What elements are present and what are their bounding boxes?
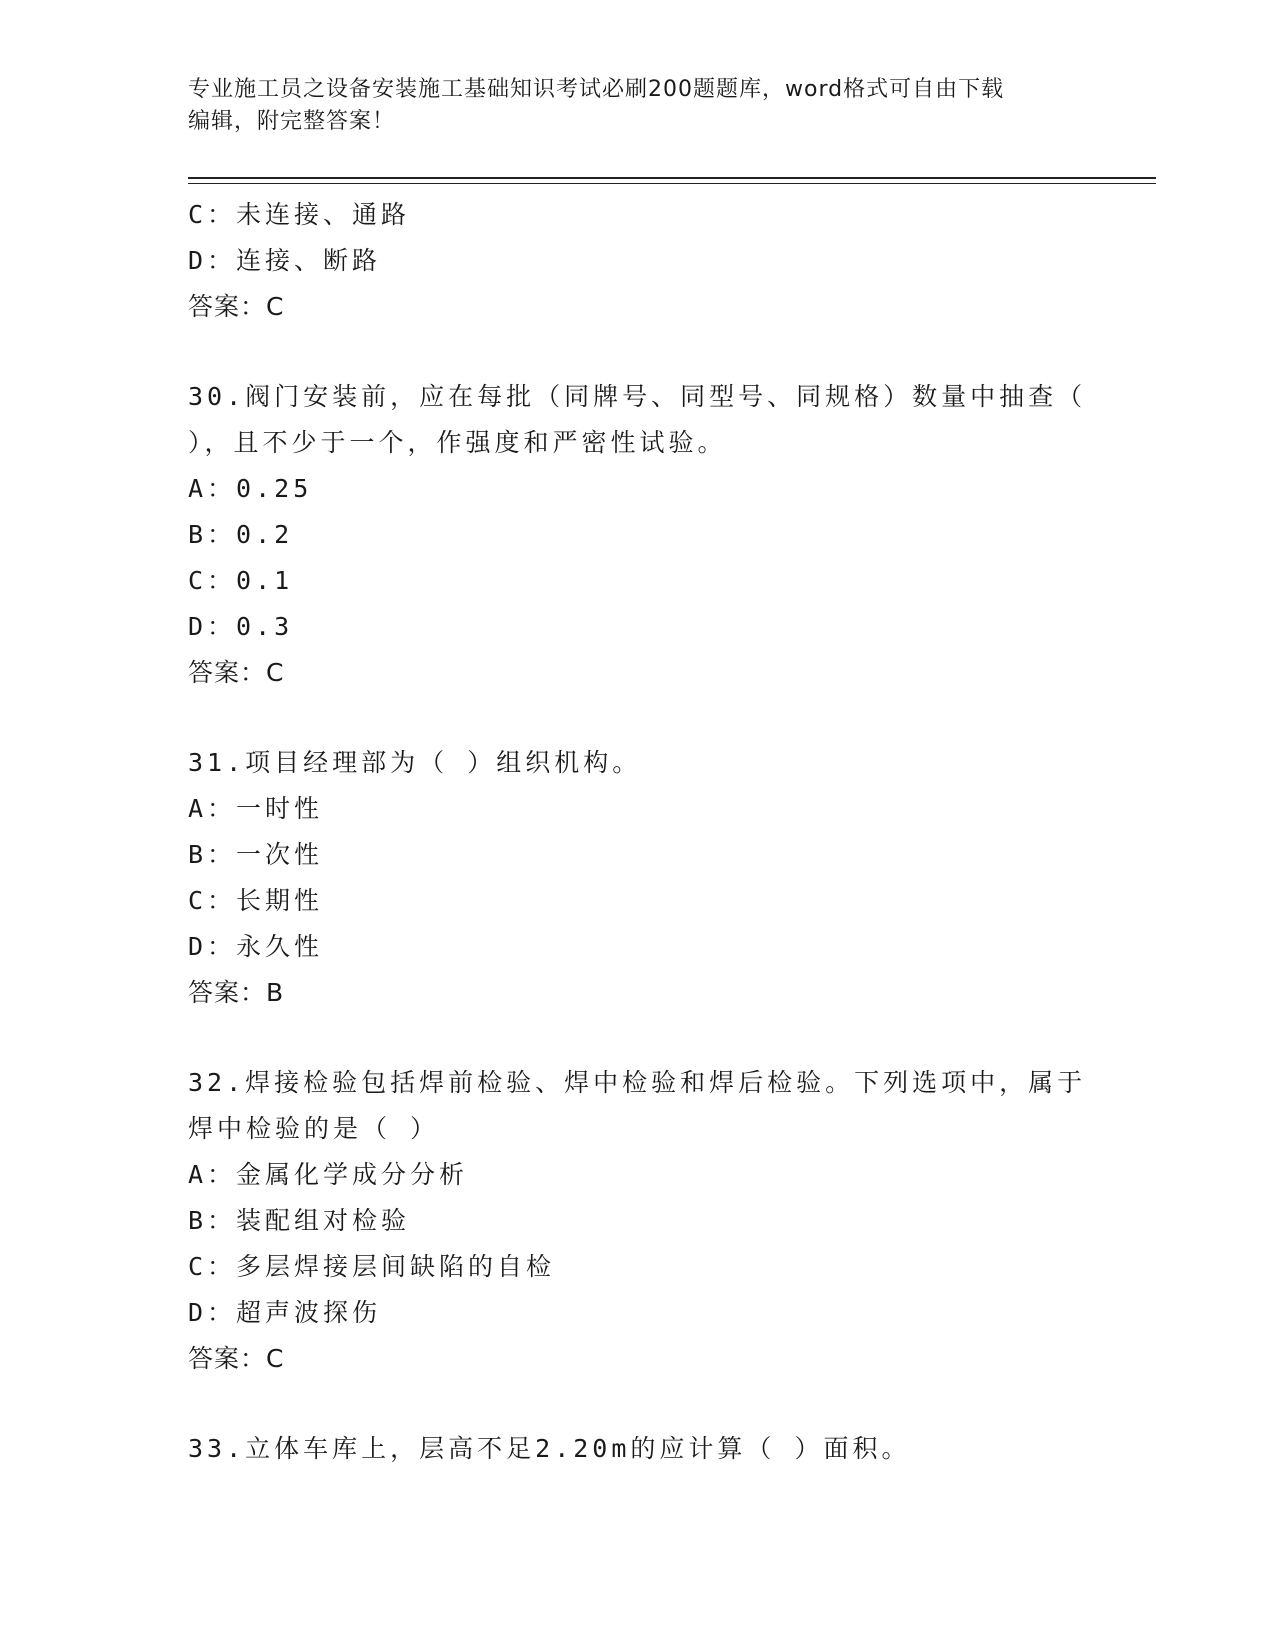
option-c: C：未连接、通路 xyxy=(188,200,411,229)
question-text: 33.立体车库上，层高不足2.20m的应计算（ ）面积。 xyxy=(188,1434,911,1463)
header-line-1: 专业施工员之设备安装施工基础知识考试必刷200题题库，word格式可自由下载 xyxy=(188,77,1005,102)
header-line-2: 编辑，附完整答案！ xyxy=(188,109,396,134)
option-b: B：装配组对检验 xyxy=(188,1206,411,1235)
option-c: C：长期性 xyxy=(188,886,324,915)
option-d: D：永久性 xyxy=(188,932,324,961)
spacer xyxy=(188,1016,1088,1060)
question-33 xyxy=(188,1426,1088,1472)
option-c: C：0.1 xyxy=(188,566,294,595)
question-text-continued: 焊中检验的是（ ） xyxy=(188,1114,440,1143)
option-a: A：金属化学成分分析 xyxy=(188,1160,469,1189)
spacer xyxy=(188,1382,1088,1426)
answer-label: 答案：B xyxy=(188,978,285,1007)
page-header xyxy=(188,74,1068,138)
option-b: B：0.2 xyxy=(188,520,294,549)
answer-label: 答案：C xyxy=(188,658,285,687)
answer-label: 答案：C xyxy=(188,292,285,321)
question-list xyxy=(188,192,1088,1472)
answer-label: 答案：C xyxy=(188,1344,285,1373)
header-divider-thick xyxy=(188,177,1156,179)
question-text: 31.项目经理部为（ ）组织机构。 xyxy=(188,748,642,777)
option-b: B：一次性 xyxy=(188,840,324,869)
option-d: D：0.3 xyxy=(188,612,294,641)
header-divider-thin xyxy=(188,183,1156,184)
spacer xyxy=(188,330,1088,374)
option-d: D：连接、断路 xyxy=(188,246,382,275)
option-c: C：多层焊接层间缺陷的自检 xyxy=(188,1252,556,1281)
question-31 xyxy=(188,740,1088,1016)
option-a: A：0.25 xyxy=(188,474,313,503)
question-text: 30.阀门安装前，应在每批（同牌号、同型号、同规格）数量中抽查（ xyxy=(188,382,1087,411)
question-text-continued: ），且不少于一个，作强度和严密性试验。 xyxy=(188,428,727,457)
question-text: 32.焊接检验包括焊前检验、焊中检验和焊后检验。下列选项中，属于 xyxy=(188,1068,1087,1097)
spacer xyxy=(188,696,1088,740)
option-d: D：超声波探伤 xyxy=(188,1298,382,1327)
question-30 xyxy=(188,374,1088,696)
option-a: A：一时性 xyxy=(188,794,324,823)
question-32 xyxy=(188,1060,1088,1382)
question-29-tail xyxy=(188,192,1088,330)
